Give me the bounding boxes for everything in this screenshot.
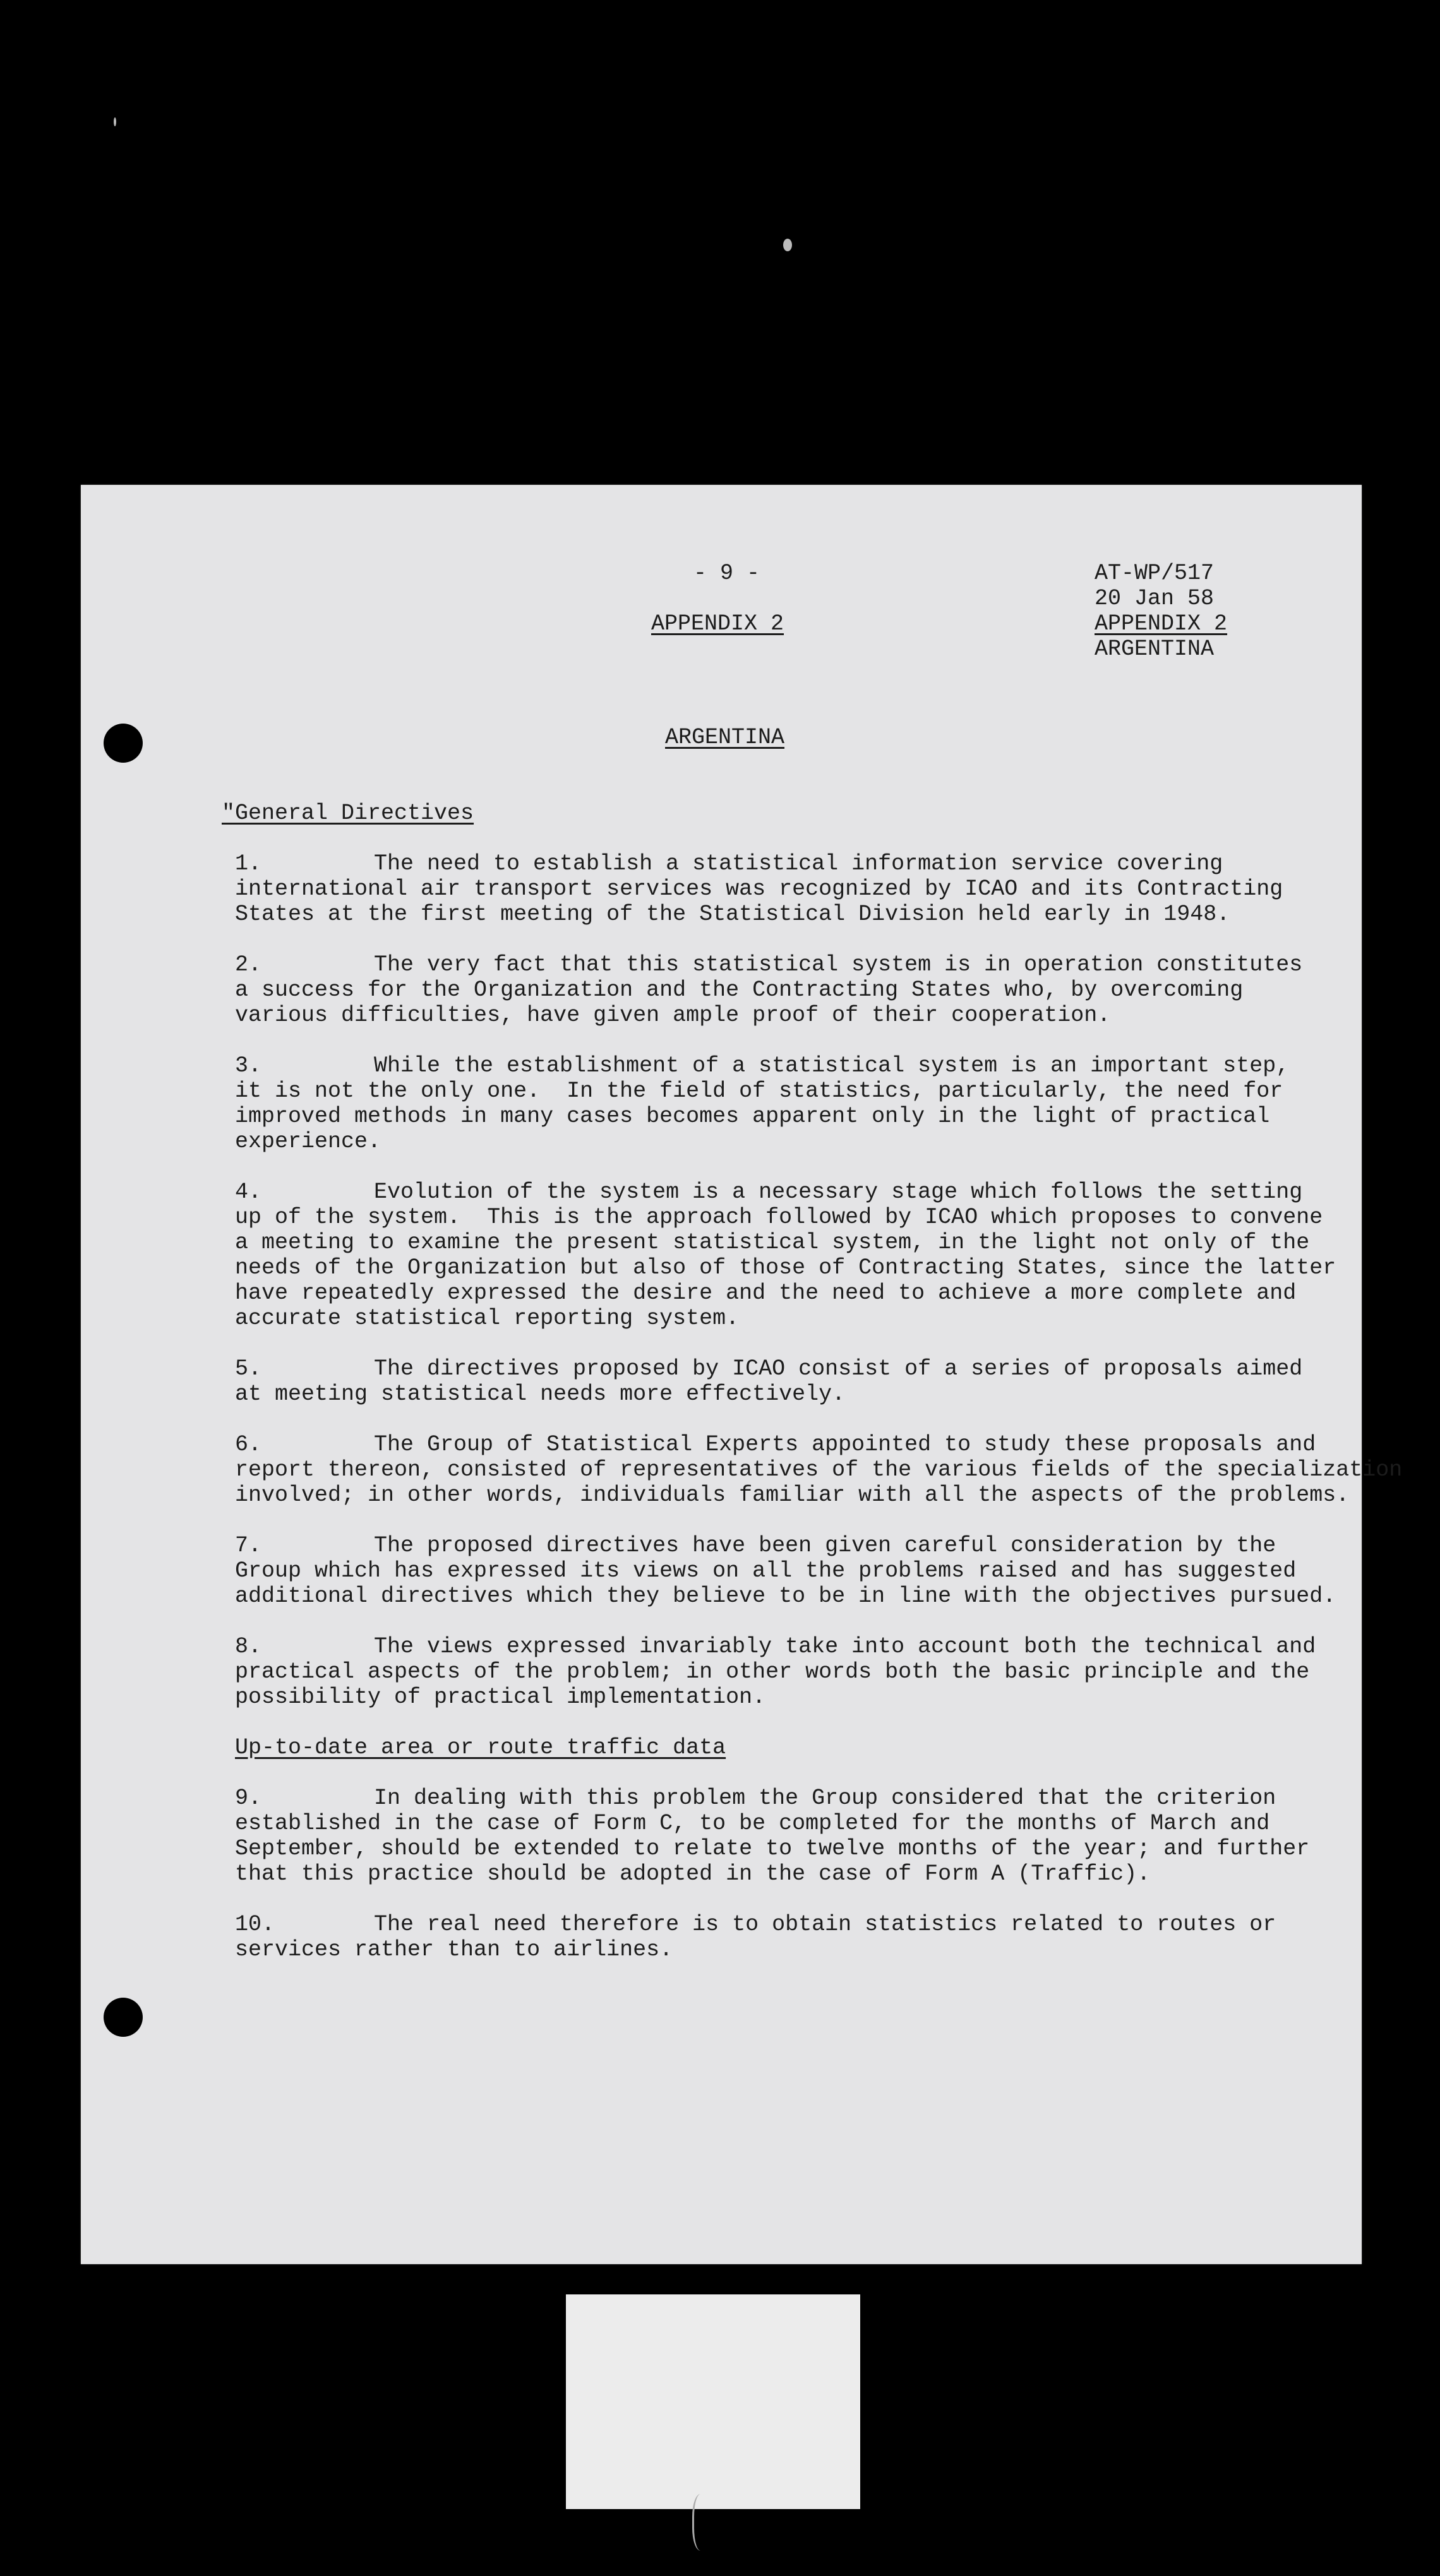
doc-country: ARGENTINA <box>1095 636 1215 662</box>
paragraph-text: Evolution of the system is a necessary stage which follows the setting <box>374 1179 1303 1205</box>
paragraph-line <box>235 1104 1321 1129</box>
paragraph-text: While the establishment of a statistical system is an important step, <box>374 1053 1290 1078</box>
paragraph-text: needs of the Organization but also of those of Contracting States, since the latter <box>235 1255 1336 1280</box>
paragraph-text: possibility of practical implementation. <box>235 1685 766 1710</box>
doc-date: 20 Jan 58 <box>1095 586 1215 611</box>
paragraph <box>235 1356 1321 1407</box>
paragraph-text: that this practice should be adopted in the case of Form A (Traffic). <box>235 1861 1151 1887</box>
appendix-label: APPENDIX 2 <box>651 611 784 636</box>
paragraph-text: The proposed directives have been given careful consideration by the <box>374 1533 1276 1558</box>
paragraph-line <box>235 1786 1321 1811</box>
paragraph <box>235 851 1321 927</box>
paragraph-line <box>235 1381 1321 1407</box>
paragraph-line <box>235 1533 1321 1558</box>
paragraph-number: 9. <box>235 1786 262 1811</box>
paragraph-text: various difficulties, have given ample proof of their cooperation. <box>235 1003 1111 1028</box>
paragraph <box>235 1912 1321 1962</box>
paragraph-text: Group which has expressed its views on all the problems raised and has suggested <box>235 1558 1297 1583</box>
document-title: ARGENTINA <box>665 725 785 750</box>
paragraph-line <box>235 1659 1321 1685</box>
paragraph <box>235 1179 1336 1331</box>
paragraph-text: services rather than to airlines. <box>235 1937 673 1962</box>
paragraph-line <box>235 1861 1321 1887</box>
paragraph-text: improved methods in many cases becomes apparent only in the light of practical <box>235 1104 1270 1129</box>
paragraph-number: 2. <box>235 952 262 977</box>
paragraph-text: The Group of Statistical Experts appointed to study these proposals and <box>374 1432 1316 1457</box>
paragraph-line <box>235 952 1321 977</box>
paragraph-text: The directives proposed by ICAO consist of a series of proposals aimed <box>374 1356 1303 1381</box>
paragraph-line <box>235 1634 1321 1659</box>
microfilm-label-card <box>566 2294 860 2509</box>
paragraph-text: accurate statistical reporting system. <box>235 1306 740 1331</box>
paragraph-line <box>235 1457 1403 1482</box>
paragraph-line <box>235 1432 1321 1457</box>
paragraph-text: established in the case of Form C, to be completed for the months of March and <box>235 1811 1270 1836</box>
paragraph-text: The real need therefore is to obtain statistics related to routes or <box>374 1912 1276 1937</box>
paragraph-text: September, should be extended to relate to twelve months of the year; and further <box>235 1836 1310 1861</box>
paragraph-text: practical aspects of the problem; in other words both the basic principle and the <box>235 1659 1310 1685</box>
document-page <box>81 485 1403 2264</box>
subheading: Up-to-date area or route traffic data <box>235 1735 726 1760</box>
punch-hole <box>104 724 143 763</box>
paragraph-list <box>235 1786 1321 1962</box>
paragraph-text: a success for the Organization and the Contracting States who, by overcoming <box>235 977 1244 1003</box>
paragraph-line <box>235 1583 1336 1609</box>
section-heading: "General Directives <box>222 801 474 826</box>
paragraph-line <box>235 1937 1321 1962</box>
paragraph-line <box>235 1356 1321 1381</box>
paragraph-text: additional directives which they believe to be in line with the objectives pursued. <box>235 1583 1336 1609</box>
paragraph-text: The very fact that this statistical system is in operation constitutes <box>374 952 1303 977</box>
paragraph-line <box>235 1053 1321 1078</box>
paragraph-line <box>235 902 1321 927</box>
paragraph-line <box>235 1129 1321 1154</box>
paragraph-line <box>235 977 1321 1003</box>
doc-ref: AT-WP/517 <box>1095 561 1215 586</box>
paragraph-list <box>235 851 1403 1710</box>
paragraph-number: 4. <box>235 1179 262 1205</box>
doc-appendix: APPENDIX 2 <box>1095 611 1228 636</box>
paragraph <box>235 952 1321 1028</box>
paragraph-text: up of the system. This is the approach followed by ICAO which proposes to convene <box>235 1205 1323 1230</box>
paragraph <box>235 1432 1403 1508</box>
paragraph-line <box>235 1179 1321 1205</box>
paragraph <box>235 1634 1321 1710</box>
paragraph-number: 3. <box>235 1053 262 1078</box>
paragraph-line <box>235 1306 1321 1331</box>
page-number: - 9 - <box>693 561 760 586</box>
paragraph-line <box>235 1255 1336 1280</box>
document-body <box>235 851 1403 1988</box>
paragraph-text: report thereon, consisted of representatives of the various fields of the specialization <box>235 1457 1403 1482</box>
paragraph-number: 6. <box>235 1432 262 1457</box>
paragraph <box>235 1533 1336 1609</box>
paragraph-line <box>235 1078 1321 1104</box>
document-reference-block <box>1095 561 1227 662</box>
paragraph-line <box>235 876 1321 902</box>
paragraph <box>235 1053 1321 1154</box>
paragraph-text: involved; in other words, individuals familiar with all the aspects of the problems. <box>235 1482 1350 1508</box>
film-mark <box>692 2494 713 2551</box>
film-speck <box>783 239 792 251</box>
paragraph-line <box>235 851 1321 876</box>
paragraph-text: it is not the only one. In the field of statistics, particularly, the need for <box>235 1078 1283 1104</box>
paragraph-line <box>235 1482 1350 1508</box>
paragraph-line <box>235 1811 1321 1836</box>
paragraph-number: 10. <box>235 1912 275 1937</box>
punch-hole <box>104 1998 143 2037</box>
paragraph-line <box>235 1912 1321 1937</box>
paragraph-line <box>235 1205 1321 1230</box>
paragraph-text: have repeatedly expressed the desire and the need to achieve a more complete and <box>235 1280 1297 1306</box>
paragraph-text: In dealing with this problem the Group considered that the criterion <box>374 1786 1276 1811</box>
paragraph-line <box>235 1280 1321 1306</box>
paragraph-text: at meeting statistical needs more effectively. <box>235 1381 846 1407</box>
paragraph-text: experience. <box>235 1129 381 1154</box>
paragraph-line <box>235 1230 1321 1255</box>
paragraph-line <box>235 1003 1321 1028</box>
paragraph <box>235 1786 1321 1887</box>
paragraph-line <box>235 1685 1321 1710</box>
paragraph-text: international air transport services was recognized by ICAO and its Contracting <box>235 876 1283 902</box>
paragraph-number: 8. <box>235 1634 262 1659</box>
paragraph-number: 1. <box>235 851 262 876</box>
paragraph-text: a meeting to examine the present statistical system, in the light not only of the <box>235 1230 1310 1255</box>
paragraph-line <box>235 1836 1321 1861</box>
paragraph-text: The views expressed invariably take into account both the technical and <box>374 1634 1316 1659</box>
paragraph-number: 5. <box>235 1356 262 1381</box>
paragraph-text: States at the first meeting of the Statistical Division held early in 1948. <box>235 902 1230 927</box>
paragraph-line <box>235 1558 1321 1583</box>
film-speck <box>114 117 116 126</box>
paragraph-text: The need to establish a statistical information service covering <box>374 851 1223 876</box>
paragraph-number: 7. <box>235 1533 262 1558</box>
